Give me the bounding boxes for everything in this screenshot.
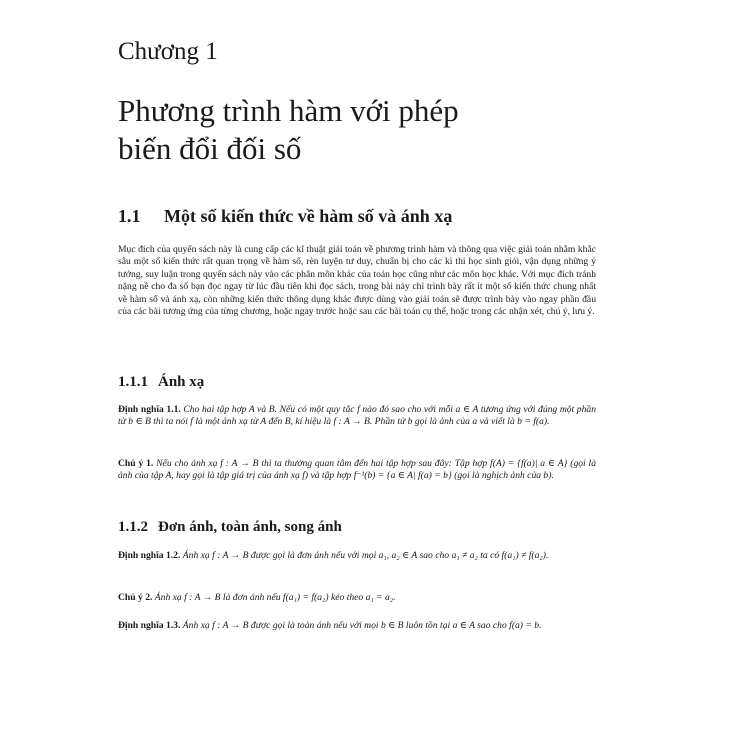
chapter-title-line-2: biến đổi đối số xyxy=(118,131,302,166)
chapter-label: Chương 1 xyxy=(118,38,218,65)
note-1-text: Nếu cho ánh xạ f : A → B thì ta thường quan tâm đến hai tập hợp sau đây: Tập hợp f(A) = {f(a)| a ∈ A} (gọi là ảnh của tập A, hay gọi là tập giá trị của ánh xạ f) và tập hợp f⁻¹(b) = {a ∈ A| f(a) = b} (gọi là nghịch ảnh của b). xyxy=(118,458,597,482)
section-number: 1.1 xyxy=(118,206,141,226)
subsection-number-2: 1.1.2 xyxy=(118,519,148,535)
definition-1-1 xyxy=(118,404,596,429)
section-heading xyxy=(118,206,452,227)
note-1-label: Chú ý 1. xyxy=(118,458,154,469)
chapter-title-line-1: Phương trình hàm với phép xyxy=(118,93,459,128)
definition-1-3-label: Định nghĩa 1.3. xyxy=(118,620,181,631)
note-1 xyxy=(118,458,596,483)
subsection-number-1: 1.1.1 xyxy=(118,374,148,390)
definition-1-2-label: Định nghĩa 1.2. xyxy=(118,550,181,561)
subsection-heading-1 xyxy=(118,374,204,391)
chapter-title xyxy=(118,92,658,168)
definition-1-2 xyxy=(118,550,596,562)
definition-1-3-text: Ánh xạ f : A → B được gọi là toàn ánh nếu với mọi b ∈ B luôn tồn tại a ∈ A sao cho f(a) = b. xyxy=(182,620,542,631)
definition-1-2-text: Ánh xạ f : A → B được gọi là đơn ánh nếu với mọi a₁, a₂ ∈ A sao cho a₁ ≠ a₂ ta có f(a₁) ≠ f(a₂). xyxy=(182,550,549,561)
section-title: Một số kiến thức về hàm số và ánh xạ xyxy=(164,206,453,226)
note-2-text: Ánh xạ f : A → B là đơn ánh nếu f(a₁) = f(a₂) kéo theo a₁ = a₂. xyxy=(154,592,396,603)
definition-1-1-text: Cho hai tập hợp A và B. Nếu có một quy tắc f nào đó sao cho với mỗi a ∈ A tương ứng với đúng một phần tử b ∈ B thì ta nói f là một ánh xạ từ A đến B, kí hiệu là f : A → B. Phần tử b gọi là ảnh của a và viết là b = f(a). xyxy=(118,404,596,428)
subsection-title-2: Đơn ánh, toàn ánh, song ánh xyxy=(158,519,342,535)
note-2-label: Chú ý 2. xyxy=(118,592,153,603)
note-2 xyxy=(118,592,596,604)
subsection-title-1: Ánh xạ xyxy=(158,374,205,390)
subsection-heading-2 xyxy=(118,519,342,536)
definition-1-3 xyxy=(118,620,596,632)
section-intro-paragraph: Mục đích của quyển sách này là cung cấp các kĩ thuật giải toán về phương trình hàm và thông qua việc giải toán nhằm khắc sâu một số kiến thức rất quan trọng về hàm số, rèn luyện tư duy, chuẩn bị cho các kì thi học sinh giỏi, vận dụng những ý tưởng, suy luận trong quyển sách này vào các phân môn khác của toán học cũng như các môn học khác. Với mục đích tránh nặng nề cho đa số bạn đọc ngay từ lúc đầu tiên khi đọc sách, trong bài này chỉ trình bày rất ít một số kiến thức chung nhất về hàm số và ánh xạ, còn những kiến thức thông dụng khác được dùng vào giải toán sẽ được trình bày vào ngay phần đầu của các bài tương ứng của từng chương, hoặc ngay trước hoặc sau các bài toán cụ thể, hoặc trong các nhận xét, chú ý, lưu ý. xyxy=(118,244,596,318)
definition-1-1-label: Định nghĩa 1.1. xyxy=(118,404,181,415)
